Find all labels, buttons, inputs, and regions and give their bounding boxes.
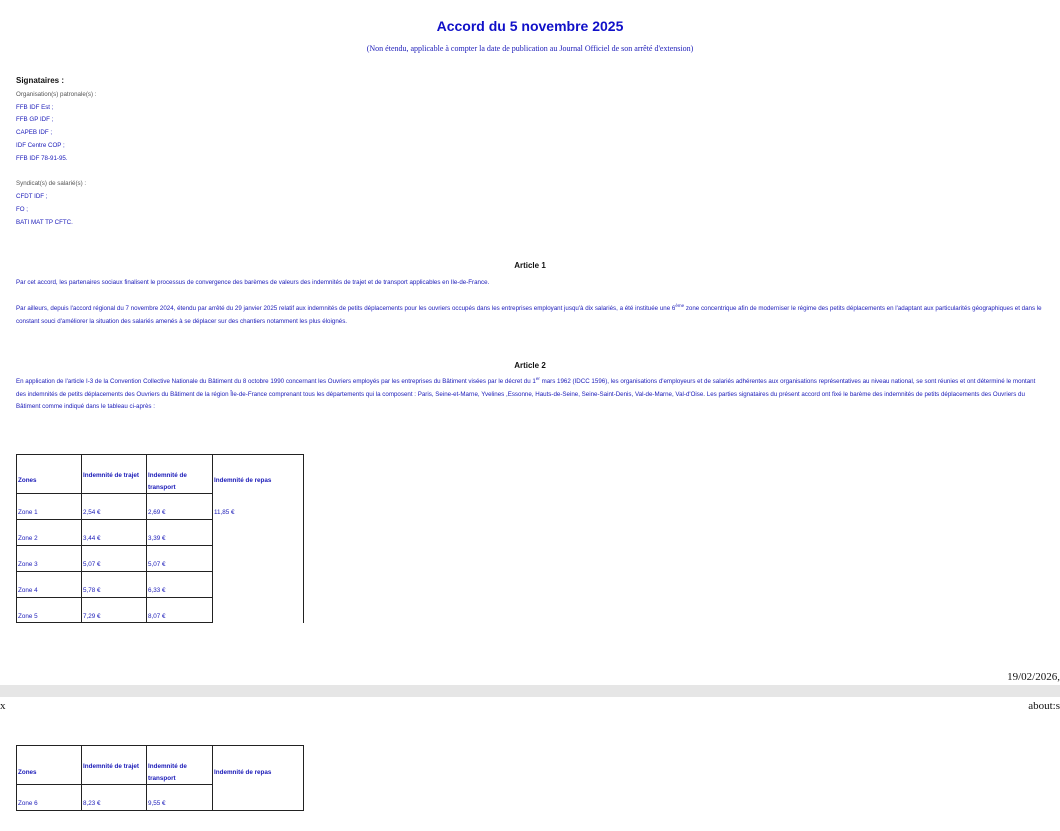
document-subtitle: (Non étendu, applicable à compter la date de publication au Journal Officiel de son arrêté d'extension) (366, 44, 694, 53)
patronal-item: FFB GP IDF ; (16, 116, 54, 123)
table-header: Indemnité de repas (214, 769, 272, 776)
table-header: Indemnité de transport (148, 763, 187, 782)
table-cell: 9,55 € (148, 800, 166, 807)
patronal-item: FFB IDF 78-91-95. (16, 155, 68, 162)
table-cell: Zone 3 (18, 561, 38, 568)
salaries-item: FO ; (16, 206, 29, 213)
patronal-label: Organisation(s) patronale(s) : (16, 91, 97, 98)
page-separator (0, 685, 1060, 697)
page-header-left: x (0, 700, 6, 712)
table-cell: 11,85 € (214, 509, 235, 516)
print-date: 19/02/2026, (1007, 671, 1060, 683)
signataires-heading: Signataires : (16, 76, 65, 85)
table-cell: 3,39 € (148, 535, 166, 542)
table-cell: 2,69 € (148, 509, 166, 516)
table-header: Indemnité de transport (148, 472, 187, 491)
table-cell: Zone 5 (18, 613, 38, 620)
patronal-item: FFB IDF Est ; (16, 104, 54, 111)
table-header: Zones (18, 477, 37, 484)
article-1-paragraph-1: Par cet accord, les partenaires sociaux finalisent le processus de convergence des barèmes de valeurs des indemnités de trajet et de transport applicables en Ile-de-France. (16, 279, 490, 286)
table-cell: 5,07 € (148, 561, 166, 568)
table-cell: Zone 2 (18, 535, 38, 542)
article-1-paragraph-2: Par ailleurs, depuis l'accord régional du 7 novembre 2024, étendu par arrêté du 29 janvier 2025 relatif aux indemnités de petits déplacements pour les ouvriers occupés dans les entreprises employant jusqu'à dix salariés, a été instituée une 6ème zone concentrique afin de moderniser le régime des petits déplacements en l'adaptant aux particularités géographiques et dans le constant souci d'améliorer la situation des salariés amenés à se déplacer sur des chantiers notamment les plus éloignés. (16, 303, 1042, 325)
table-cell: Zone 6 (18, 800, 38, 807)
table-cell: 3,44 € (83, 535, 101, 542)
salaries-item: BATI MAT TP CFTC. (16, 219, 73, 226)
document-title: Accord du 5 novembre 2025 (436, 18, 624, 34)
table-header: Indemnité de repas (214, 477, 272, 484)
article-2-paragraph: En application de l'article I-3 de la Convention Collective Nationale du Bâtiment du 8 octobre 1990 concernant les Ouvriers employés par les entreprises du Bâtiment visées par le décret du 1er mars 1962 (IDCC 1596), les organisations d'employeurs et de salariés adhérentes aux organisations représentatives au niveau national, se sont réunies et ont déterminé le montant des indemnités de petits déplacements des Ouvriers du Bâtiment de la région Île-de-France comprenant tous les départements qui la composent : Paris, Seine-et-Marne, Yvelines ,Essonne, Hauts-de-Seine, Seine-Saint-Denis, Val-de-Marne, Val-d'Oise. Les parties signataires du présent accord ont fixé le barème des indemnités de petits déplacements des Ouvriers du Bâtiment comme indiqué dans le tableau ci-après : (16, 376, 1036, 410)
table-header: Indemnité de trajet (83, 763, 139, 770)
table-cell: 2,54 € (83, 509, 101, 516)
table-cell: Zone 1 (18, 509, 38, 516)
article-1-heading: Article 1 (514, 261, 546, 270)
patronal-item: IDF Centre COP ; (16, 142, 65, 149)
table-cell: 6,33 € (148, 587, 166, 594)
table-cell: 5,07 € (83, 561, 101, 568)
table-cell: 8,23 € (83, 800, 101, 807)
table-cell: 8,07 € (148, 613, 166, 620)
table-cell: 7,29 € (83, 613, 101, 620)
table-header: Zones (18, 769, 37, 776)
article-2-heading: Article 2 (514, 361, 546, 370)
salaries-label: Syndicat(s) de salarié(s) : (16, 180, 87, 187)
patronal-item: CAPEB IDF ; (16, 129, 53, 136)
salaries-item: CFDT IDF ; (16, 193, 48, 200)
table-header: Indemnité de trajet (83, 472, 139, 479)
page-header-url: about:s (1028, 700, 1060, 712)
table-cell: Zone 4 (18, 587, 38, 594)
table-cell: 5,78 € (83, 587, 101, 594)
